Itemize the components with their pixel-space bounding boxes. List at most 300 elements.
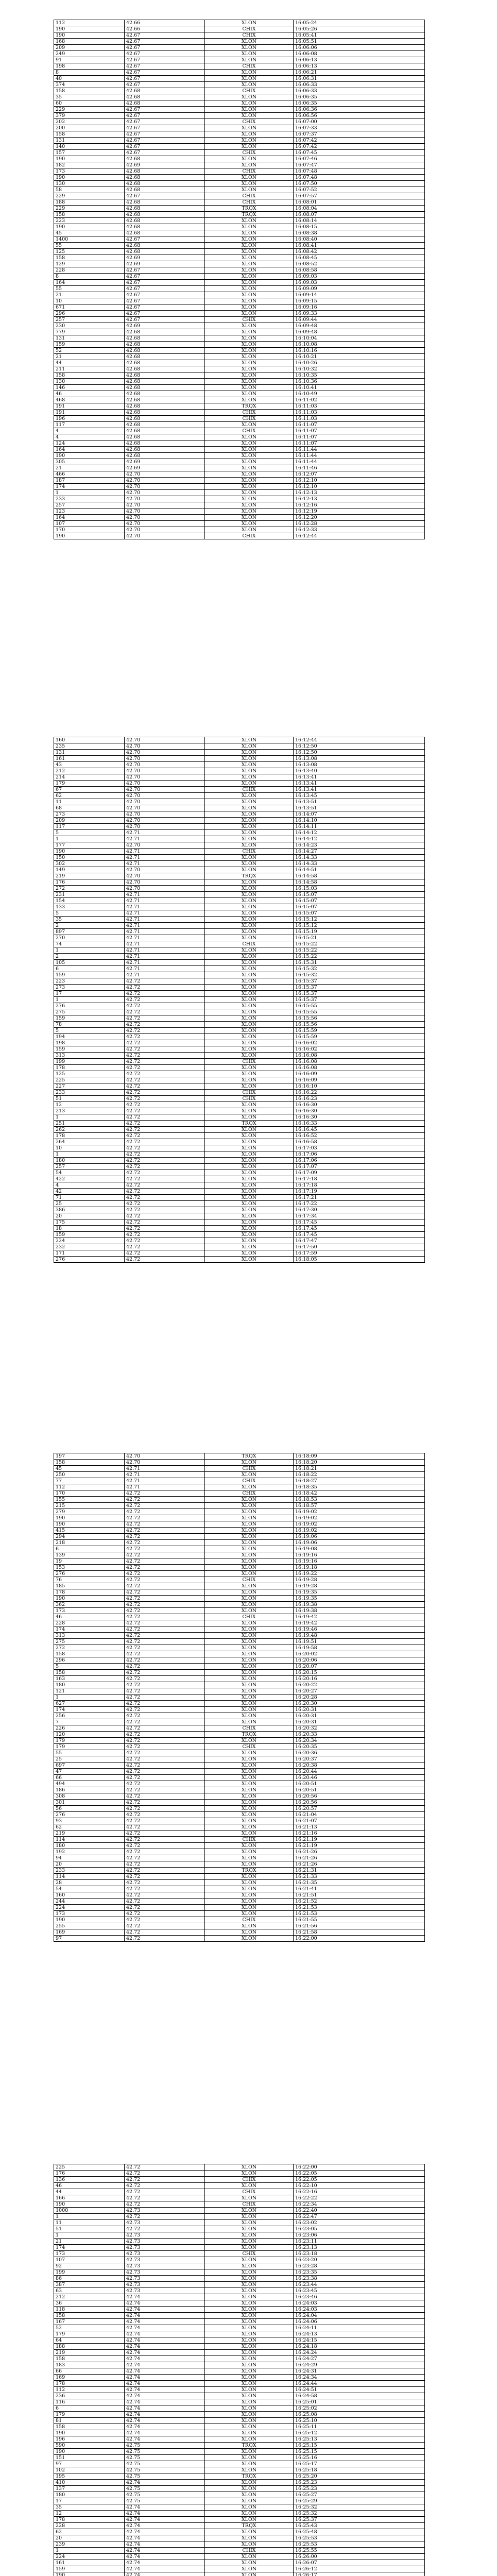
table-row	[54, 762, 425, 768]
time-cell: 16:23:20	[294, 2257, 425, 2263]
venue-cell: XLON	[205, 830, 294, 836]
volume-cell: 226	[54, 1725, 125, 1732]
table-row	[54, 861, 425, 867]
price-cell: 42.70	[125, 842, 205, 849]
price-cell: 42.71	[125, 960, 205, 966]
table-row	[54, 1257, 425, 1263]
table-row	[54, 1003, 425, 1009]
price-cell: 42.72	[125, 1614, 205, 1620]
table-row	[54, 39, 425, 45]
table-row	[54, 1701, 425, 1707]
price-cell: 42.68	[125, 447, 205, 453]
volume-cell: 112	[54, 2387, 125, 2393]
volume-cell: 5	[54, 1028, 125, 1034]
volume-cell: 20	[54, 1861, 125, 1868]
volume-cell: 137	[54, 2486, 125, 2492]
venue-cell: XLON	[205, 2560, 294, 2566]
table-row	[54, 509, 425, 515]
venue-cell: XLON	[205, 917, 294, 923]
time-cell: 16:14:12	[294, 836, 425, 842]
price-cell: 42.71	[125, 898, 205, 904]
volume-cell: 257	[54, 317, 125, 323]
volume-cell: 276	[54, 1003, 125, 1009]
time-cell: 16:07:50	[294, 181, 425, 187]
venue-cell: XLON	[205, 1651, 294, 1657]
time-cell: 16:12:13	[294, 496, 425, 502]
price-cell: 42.73	[125, 2239, 205, 2245]
price-cell: 42.69	[125, 255, 205, 261]
venue-cell: TRQX	[205, 1732, 294, 1738]
table-row	[54, 335, 425, 342]
venue-cell: XLON	[205, 138, 294, 144]
time-cell: 16:12:07	[294, 471, 425, 478]
table-row	[54, 1738, 425, 1744]
price-cell: 42.70	[125, 484, 205, 490]
venue-cell: XLON	[205, 805, 294, 811]
venue-cell: CHIX	[205, 32, 294, 39]
price-cell: 42.72	[125, 1565, 205, 1571]
table-row	[54, 2269, 425, 2276]
time-cell: 16:11:07	[294, 428, 425, 434]
price-cell: 42.68	[125, 391, 205, 397]
price-cell: 42.67	[125, 280, 205, 286]
volume-cell: 114	[54, 1874, 125, 1880]
price-cell: 42.71	[125, 855, 205, 861]
venue-cell: XLON	[205, 2504, 294, 2511]
price-cell: 42.72	[125, 1911, 205, 1917]
price-cell: 42.67	[125, 292, 205, 298]
price-cell: 42.72	[125, 2201, 205, 2208]
table-row	[54, 342, 425, 348]
venue-cell: XLON	[205, 2331, 294, 2337]
venue-cell: TRQX	[205, 206, 294, 212]
table-row	[54, 1521, 425, 1528]
price-cell: 42.70	[125, 496, 205, 502]
volume-cell: 52	[54, 2325, 125, 2331]
table-row	[54, 824, 425, 830]
price-cell: 42.72	[125, 1046, 205, 1053]
price-cell: 42.72	[125, 2171, 205, 2177]
price-cell: 42.70	[125, 886, 205, 892]
venue-cell: XLON	[205, 298, 294, 304]
price-cell: 42.72	[125, 1244, 205, 1250]
table-row	[54, 2529, 425, 2535]
venue-cell: XLON	[205, 2269, 294, 2276]
volume-cell: 227	[54, 1083, 125, 1090]
volume-cell: 214	[54, 774, 125, 781]
table-row	[54, 867, 425, 873]
price-cell: 42.68	[125, 379, 205, 385]
time-cell: 16:11:44	[294, 459, 425, 465]
time-cell: 16:20:32	[294, 1725, 425, 1732]
time-cell: 16:07:46	[294, 156, 425, 162]
table-row	[54, 261, 425, 267]
volume-cell: 174	[54, 2245, 125, 2251]
price-cell: 42.70	[125, 502, 205, 509]
time-cell: 16:20:07	[294, 1664, 425, 1670]
table-row	[54, 76, 425, 82]
volume-cell: 192	[54, 1849, 125, 1855]
volume-cell: 154	[54, 898, 125, 904]
volume-cell: 173	[54, 2251, 125, 2257]
table-row	[54, 1812, 425, 1818]
table-row	[54, 2288, 425, 2294]
volume-cell: 10	[54, 1145, 125, 1151]
time-cell: 16:07:42	[294, 138, 425, 144]
table-row	[54, 199, 425, 206]
volume-cell: 198	[54, 1040, 125, 1046]
price-cell: 42.70	[125, 787, 205, 793]
table-row	[54, 2164, 425, 2171]
time-cell: 16:20:16	[294, 1676, 425, 1682]
time-cell: 16:25:29	[294, 2498, 425, 2504]
venue-cell: XLON	[205, 1756, 294, 1762]
volume-cell: 196	[54, 2436, 125, 2443]
table-row	[54, 1207, 425, 1213]
table-row	[54, 2399, 425, 2405]
volume-cell: 46	[54, 391, 125, 397]
venue-cell: XLON	[205, 1676, 294, 1682]
price-cell: 42.74	[125, 2517, 205, 2523]
venue-cell: XLON	[205, 125, 294, 131]
time-cell: 16:20:46	[294, 1775, 425, 1781]
venue-cell: CHIX	[205, 941, 294, 947]
volume-cell: 76	[54, 1577, 125, 1583]
table-row	[54, 1800, 425, 1806]
time-cell: 16:06:13	[294, 57, 425, 63]
table-row	[54, 1633, 425, 1639]
volume-cell: 1	[54, 997, 125, 1003]
volume-cell: 117	[54, 422, 125, 428]
volume-cell: 12	[54, 1102, 125, 1108]
price-cell: 42.67	[125, 298, 205, 304]
volume-cell: 1	[54, 1151, 125, 1158]
time-cell: 16:17:18	[294, 1182, 425, 1189]
table-row	[54, 1028, 425, 1034]
table-row	[54, 267, 425, 274]
price-cell: 42.71	[125, 972, 205, 978]
venue-cell: XLON	[205, 1818, 294, 1824]
venue-cell: XLON	[205, 2276, 294, 2282]
price-cell: 42.72	[125, 1620, 205, 1626]
volume-cell: 200	[54, 125, 125, 131]
table-row	[54, 249, 425, 255]
venue-cell: TRQX	[205, 403, 294, 410]
price-cell: 42.66	[125, 20, 205, 26]
volume-cell: 36	[54, 2300, 125, 2307]
venue-cell: XLON	[205, 867, 294, 873]
price-cell: 42.70	[125, 824, 205, 830]
volume-cell: 118	[54, 2307, 125, 2313]
time-cell: 16:19:02	[294, 1509, 425, 1515]
price-cell: 42.74	[125, 2381, 205, 2387]
time-cell: 16:21:53	[294, 1911, 425, 1917]
time-cell: 16:16:22	[294, 1090, 425, 1096]
price-cell: 42.67	[125, 131, 205, 138]
venue-cell: XLON	[205, 218, 294, 224]
venue-cell: XLON	[205, 1534, 294, 1540]
volume-cell: 46	[54, 1614, 125, 1620]
venue-cell: XLON	[205, 1701, 294, 1707]
venue-cell: XLON	[205, 1602, 294, 1608]
price-cell: 42.69	[125, 261, 205, 267]
price-cell: 42.71	[125, 1484, 205, 1490]
volume-cell: 387	[54, 2282, 125, 2288]
venue-cell: CHIX	[205, 168, 294, 175]
volume-cell: 159	[54, 342, 125, 348]
time-cell: 16:15:21	[294, 935, 425, 941]
table-row	[54, 1484, 425, 1490]
venue-cell: TRQX	[205, 1868, 294, 1874]
venue-cell: XLON	[205, 465, 294, 471]
price-cell: 42.72	[125, 1812, 205, 1818]
venue-cell: XLON	[205, 45, 294, 51]
time-cell: 16:11:03	[294, 403, 425, 410]
venue-cell: XLON	[205, 2517, 294, 2523]
table-row	[54, 1059, 425, 1065]
table-row	[54, 1868, 425, 1874]
table-row	[54, 1818, 425, 1824]
volume-cell: 97	[54, 2461, 125, 2467]
price-cell: 42.72	[125, 1114, 205, 1121]
table-row	[54, 929, 425, 935]
venue-cell: XLON	[205, 1626, 294, 1633]
volume-cell: 1000	[54, 2208, 125, 2214]
table-row	[54, 1114, 425, 1121]
volume-cell: 190	[54, 224, 125, 230]
price-cell: 42.74	[125, 2399, 205, 2405]
trade-table	[54, 1453, 425, 1942]
price-cell: 42.68	[125, 360, 205, 366]
volume-cell: 62	[54, 1824, 125, 1831]
volume-cell: 190	[54, 2430, 125, 2436]
time-cell: 16:06:21	[294, 70, 425, 76]
price-cell: 42.71	[125, 904, 205, 910]
price-cell: 42.68	[125, 175, 205, 181]
table-row	[54, 385, 425, 391]
time-cell: 16:09:33	[294, 311, 425, 317]
table-row	[54, 1762, 425, 1769]
time-cell: 16:11:03	[294, 410, 425, 416]
table-row	[54, 317, 425, 323]
volume-cell: 123	[54, 509, 125, 515]
volume-cell: 308	[54, 1793, 125, 1800]
volume-cell: 264	[54, 1139, 125, 1145]
table-row	[54, 2220, 425, 2226]
venue-cell: XLON	[205, 1707, 294, 1713]
table-row	[54, 855, 425, 861]
volume-cell: 219	[54, 2350, 125, 2356]
venue-cell: XLON	[205, 879, 294, 886]
price-cell: 42.72	[125, 1608, 205, 1614]
table-row	[54, 2208, 425, 2214]
price-cell: 42.75	[125, 2443, 205, 2449]
table-row	[54, 168, 425, 175]
volume-cell: 1	[54, 1114, 125, 1121]
table-row	[54, 1158, 425, 1164]
time-cell: 16:25:08	[294, 2412, 425, 2418]
table-row	[54, 2405, 425, 2412]
venue-cell: XLON	[205, 1855, 294, 1861]
table-row	[54, 434, 425, 440]
venue-cell: XLON	[205, 1077, 294, 1083]
table-row	[54, 1626, 425, 1633]
price-cell: 42.75	[125, 2461, 205, 2467]
volume-cell: 190	[54, 1515, 125, 1521]
venue-cell: XLON	[205, 391, 294, 397]
volume-cell: 1	[54, 947, 125, 954]
volume-cell: 188	[54, 199, 125, 206]
table-row	[54, 1244, 425, 1250]
venue-cell: XLON	[205, 2430, 294, 2436]
price-cell: 42.74	[125, 2319, 205, 2325]
time-cell: 16:20:31	[294, 1707, 425, 1713]
price-cell: 42.74	[125, 2387, 205, 2393]
time-cell: 16:16:08	[294, 1059, 425, 1065]
venue-cell: XLON	[205, 366, 294, 372]
table-row	[54, 2319, 425, 2325]
venue-cell: XLON	[205, 224, 294, 230]
volume-cell: 179	[54, 781, 125, 787]
time-cell: 16:09:48	[294, 329, 425, 335]
venue-cell: XLON	[205, 1552, 294, 1558]
venue-cell: XLON	[205, 1238, 294, 1244]
price-cell: 42.73	[125, 2245, 205, 2251]
price-cell: 42.71	[125, 830, 205, 836]
price-cell: 42.72	[125, 1602, 205, 1608]
venue-cell: XLON	[205, 904, 294, 910]
table-row	[54, 849, 425, 855]
volume-cell: 167	[54, 2319, 125, 2325]
volume-cell: 177	[54, 842, 125, 849]
time-cell: 16:23:45	[294, 2288, 425, 2294]
price-cell: 42.72	[125, 2189, 205, 2195]
volume-cell: 224	[54, 2554, 125, 2560]
table-row	[54, 1645, 425, 1651]
time-cell: 16:12:28	[294, 521, 425, 527]
time-cell: 16:12:10	[294, 478, 425, 484]
venue-cell: XLON	[205, 1762, 294, 1769]
volume-cell: 12	[54, 2511, 125, 2517]
time-cell: 16:06:13	[294, 63, 425, 70]
table-row	[54, 1528, 425, 1534]
volume-cell: 55	[54, 1750, 125, 1756]
venue-cell: XLON	[205, 267, 294, 274]
time-cell: 16:24:29	[294, 2362, 425, 2368]
price-cell: 42.74	[125, 2436, 205, 2443]
volume-cell: 157	[54, 150, 125, 156]
price-cell: 42.68	[125, 230, 205, 236]
price-cell: 42.68	[125, 372, 205, 379]
volume-cell: 195	[54, 2473, 125, 2480]
time-cell: 16:18:42	[294, 1490, 425, 1497]
time-cell: 16:15:22	[294, 947, 425, 954]
price-cell: 42.67	[125, 70, 205, 76]
price-cell: 42.72	[125, 2183, 205, 2189]
table-row	[54, 811, 425, 818]
price-cell: 42.74	[125, 2368, 205, 2375]
time-cell: 16:10:26	[294, 360, 425, 366]
table-row	[54, 1911, 425, 1917]
venue-cell: XLON	[205, 2449, 294, 2455]
time-cell: 16:13:40	[294, 768, 425, 774]
time-cell: 16:15:03	[294, 886, 425, 892]
volume-cell: 114	[54, 1837, 125, 1843]
volume-cell: 47	[54, 1769, 125, 1775]
table-row	[54, 1694, 425, 1701]
venue-cell: XLON	[205, 2325, 294, 2331]
price-cell: 42.72	[125, 1917, 205, 1923]
price-cell: 42.72	[125, 1732, 205, 1738]
time-cell: 16:15:07	[294, 910, 425, 917]
volume-cell: 466	[54, 471, 125, 478]
time-cell: 16:22:16	[294, 2189, 425, 2195]
price-cell: 42.74	[125, 2504, 205, 2511]
price-cell: 42.72	[125, 1626, 205, 1633]
table-row	[54, 1201, 425, 1207]
time-cell: 16:09:16	[294, 304, 425, 311]
price-cell: 42.72	[125, 1880, 205, 1886]
volume-cell: 102	[54, 2467, 125, 2473]
table-row	[54, 879, 425, 886]
table-row	[54, 2412, 425, 2418]
price-cell: 42.74	[125, 2405, 205, 2412]
trade-table-page-2	[54, 737, 425, 1263]
venue-cell: XLON	[205, 1899, 294, 1905]
price-cell: 42.72	[125, 1762, 205, 1769]
time-cell: 16:16:23	[294, 1096, 425, 1102]
time-cell: 16:24:13	[294, 2331, 425, 2337]
venue-cell: XLON	[205, 2232, 294, 2239]
volume-cell: 183	[54, 2362, 125, 2368]
time-cell: 16:26:12	[294, 2566, 425, 2572]
venue-cell: XLON	[205, 1244, 294, 1250]
time-cell: 16:15:56	[294, 1015, 425, 1022]
venue-cell: CHIX	[205, 1577, 294, 1583]
table-row	[54, 2535, 425, 2541]
price-cell: 42.72	[125, 1861, 205, 1868]
time-cell: 16:25:01	[294, 2399, 425, 2405]
time-cell: 16:11:07	[294, 422, 425, 428]
volume-cell: 25	[54, 1756, 125, 1762]
price-cell: 42.75	[125, 2498, 205, 2504]
venue-cell: CHIX	[205, 317, 294, 323]
price-cell: 42.70	[125, 774, 205, 781]
time-cell: 16:23:18	[294, 2251, 425, 2257]
venue-cell: XLON	[205, 2362, 294, 2368]
table-row	[54, 1843, 425, 1849]
venue-cell: XLON	[205, 2183, 294, 2189]
time-cell: 16:08:14	[294, 218, 425, 224]
price-cell: 42.71	[125, 941, 205, 947]
price-cell: 42.68	[125, 453, 205, 459]
venue-cell: XLON	[205, 2337, 294, 2344]
time-cell: 16:24:58	[294, 2393, 425, 2399]
venue-cell: XLON	[205, 1608, 294, 1614]
table-row	[54, 51, 425, 57]
price-cell: 42.72	[125, 1164, 205, 1170]
price-cell: 42.72	[125, 1145, 205, 1151]
table-row	[54, 533, 425, 539]
price-cell: 42.72	[125, 1787, 205, 1793]
price-cell: 42.67	[125, 39, 205, 45]
price-cell: 42.73	[125, 2263, 205, 2269]
time-cell: 16:22:00	[294, 1936, 425, 1942]
table-row	[54, 2455, 425, 2461]
volume-cell: 64	[54, 2337, 125, 2344]
time-cell: 16:10:16	[294, 348, 425, 354]
venue-cell: XLON	[205, 2220, 294, 2226]
